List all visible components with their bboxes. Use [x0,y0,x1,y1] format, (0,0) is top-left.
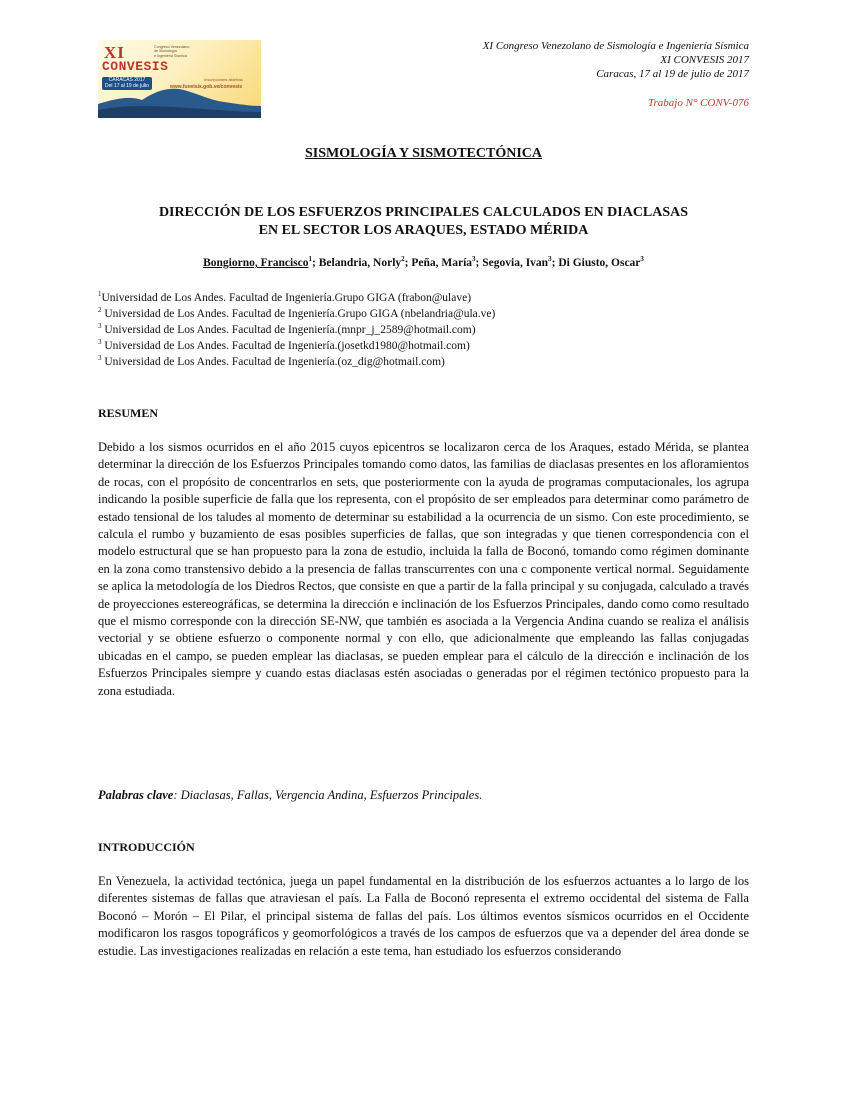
logo-url: www.funvisis.gob.ve/convesis [170,84,243,90]
keywords-list: : Diaclasas, Fallas, Vergencia Andina, Esfuerzos Principales. [173,788,483,802]
logo-congress-text: Congreso Venezolano de Sismología e Ingeniería Sísmica [154,45,190,58]
affiliation: $^3$ Universidad de Los Andes. Facultad de Ingeniería.(josetkd1980@hotmail.com) [98,338,470,352]
keywords-label: Palabras clave [98,788,174,802]
affiliation: $^1$Universidad de Los Andes. Facultad de Ingeniería.Grupo GIGA (frabon@ulave) [98,290,472,304]
author-name: Peña, María [411,257,473,269]
conference-logo [98,40,261,118]
abstract-heading: RESUMEN [98,406,159,420]
header-location-date: Caracas, 17 al 19 de julio de 2017 [596,68,749,80]
logo-registration: Inscripciones abiertas [204,77,243,82]
header-work-id: Trabajo N° CONV-076 [648,97,749,109]
intro-heading: INTRODUCCIÓN [98,840,195,854]
header-congress-name: XI Congreso Venezolano de Sismología e Ingeniería Sísmica [482,40,749,52]
keywords-line [98,788,482,803]
header-edition: XI CONVESIS 2017 [660,54,749,66]
author-name: Segovia, Ivan [482,257,549,269]
intro-paragraph: En Venezuela, la actividad tectónica, juega un papel fundamental en la distribución de los esfuerzos actuantes a lo largo de los diferentes sistemas de fallas que atraviesan el país. La Falla de Boconó representa el extremo occidental del sistema de Falla Boconó – Morón – El Pilar, el principal sistema de fallas del país. Los últimos eventos sísmicos ocurridos en el Occidente modificaron los rasgos topográficos y geomorfológicos a través de los campos de esfuerzos que va a depender del área donde se estudie. Las investigaciones realizadas en relación a este tema, han estudiado los esfuerzos considerando [98,874,749,958]
logo-name: CONVESIS [102,59,169,74]
logo-date-badge: CARACAS 2017 Del 17 al 19 de julio [102,77,152,90]
logo-numeral: XI [104,43,125,62]
author-name: Bongiorno, Francisco [203,257,309,269]
paper-title: DIRECCIÓN DE LOS ESFUERZOS PRINCIPALES CALCULADOS EN DIACLASAS EN EL SECTOR LOS ARAQUES, ESTADO MÉRIDA [158,205,689,238]
abstract-paragraph: Debido a los sismos ocurridos en el año 2015 cuyos epicentros se localizaron cerca de los Araques, estado Mérida, se plantea determinar la dirección de los Esfuerzos Principales tomando como datos, las familias de diaclasas presentes en los afloramientos de rocas, con el propósito de concentrarlos en sets, que posteriormente con la ayuda de programas computacionales, los agrupa indicando la posible superficie de falla que los representa, con el propósito de ser empleados para determinar como parámetro de estado tensional de los taludes al momento de determinar su estabilidad a la ocurrencia de un sismo. Con este procedimiento, se calcula el rumbo y buzamiento de esas posibles superficies de fallas, que son integradas y que tienen correspondencia con el modelo estructural que se han propuesto para la zona de estudio, incluida la falla de Boconó, tomando como régimen dominante en la zona como transtensivo debido a la presencia de fallas transcurrentes con una c componente vertical normal. Seguidamente se aplica la metodología de los Diedros Rectos, que consiste en que a partir de la falla principal y su conjugada, calculado a través de proyecciones estereográficas, se determina la dirección e inclinación de los Esfuerzos Principales, dando como como resultado que el mismo corresponde con la dirección SE-NW, que también es asociada a la Vergencia Andina cuando se realiza el análisis vectorial y se obtiene esfuerzo o componente normal y con ello, que adicionalmente que empleando las fallas conjugadas ubicadas en el campo, se pueden emplear las diaclasas, se pueden emplear para el cálculo de la dirección e inclinación de los Esfuerzos Principales siempre y cuando estas diaclasas estén asociadas o generadas por el régimen tectónico propuesto para la zona estudiada. [98,440,749,698]
section-title: SISMOLOGÍA Y SISMOTECTÓNICA [304,146,542,161]
affiliation: $^2$ Universidad de Los Andes. Facultad de Ingeniería.Grupo GIGA (nbelandria@ula.ve) [98,306,496,320]
author-name: Belandria, Norly [318,257,402,269]
affiliation: $^3$ Universidad de Los Andes. Facultad de Ingeniería.(oz_dig@hotmail.com) [98,354,445,368]
affiliation: $^3$ Universidad de Los Andes. Facultad de Ingeniería.(mnpr_j_2589@hotmail.com) [98,322,476,336]
author-name: Di Giusto, Oscar [558,257,641,269]
author-list: Bongiorno, Francisco$^1$; Belandria, Norly$^2$; Peña, María$^3$; Segovia, Ivan$^3$; Di Giusto, Oscar$^3$ [203,255,644,269]
